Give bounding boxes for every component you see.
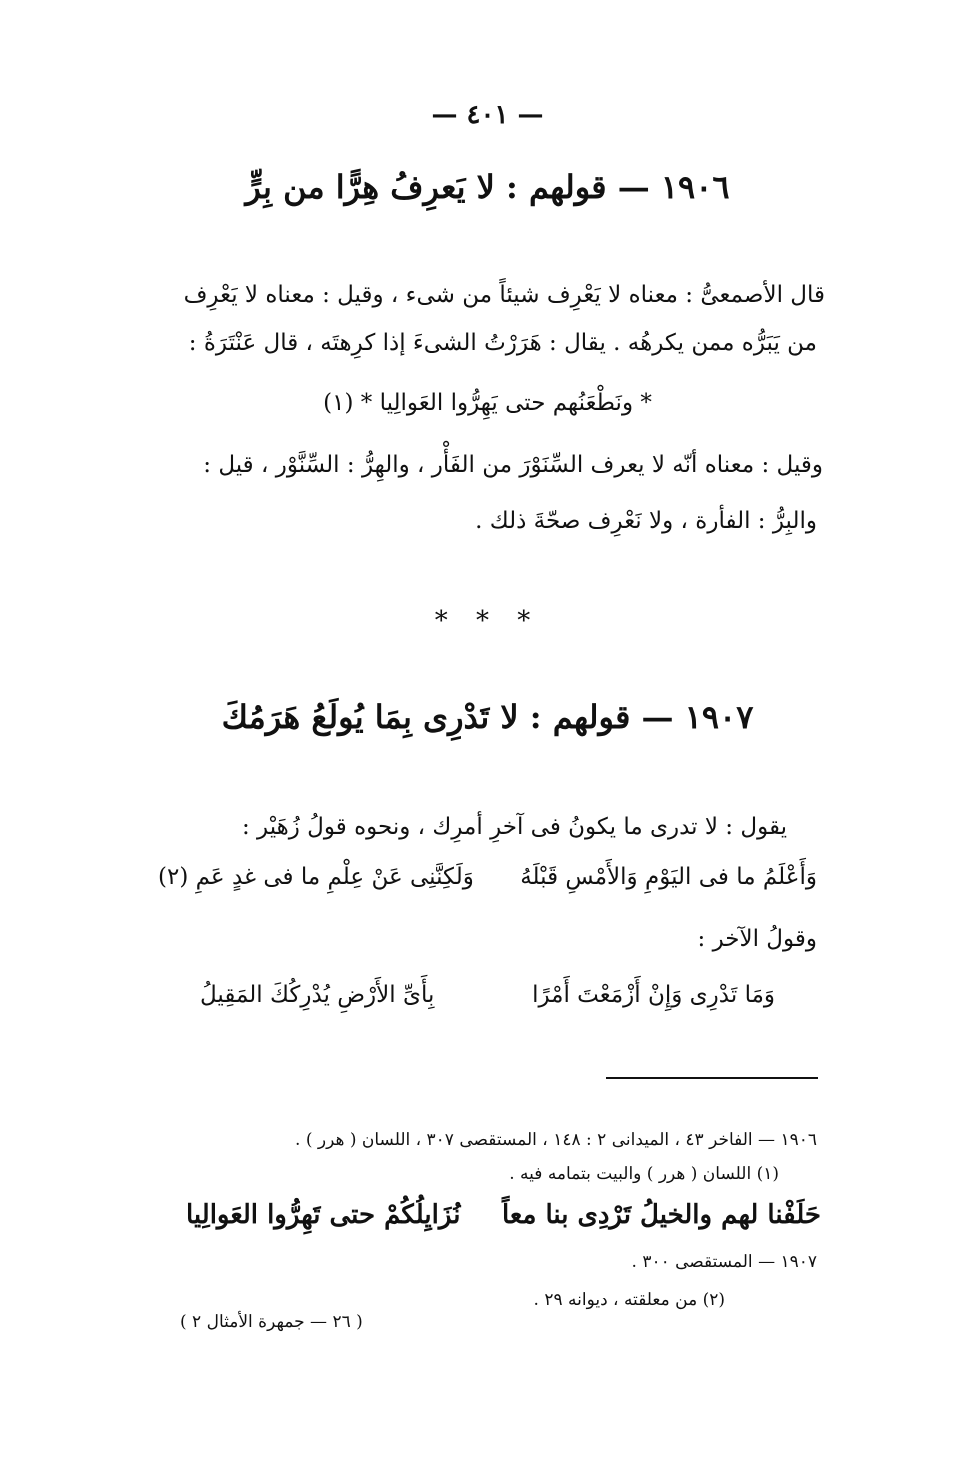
footnote-rule: [606, 1077, 818, 1079]
entry-1907-line-2: وقولُ الآخر :: [697, 926, 817, 952]
footnote-1-verse-second-hemistich: نُزَايِلُكُمْ حتى تَهِرُّوا العَوالِيا: [186, 1200, 461, 1230]
footnote-2: (٢) من معلقته ، ديوانه ٢٩ .: [533, 1290, 725, 1310]
entry-1906-verse: * ونَطْعَنُهم حتى يَهِرُّوا العَوالِيا * (١): [323, 390, 652, 416]
page-signature: ( ٢٦ — جمهرة الأمثال ٢ ): [180, 1312, 363, 1332]
footnote-1907-sources: ١٩٠٧ — المستقصى ٣٠٠ .: [631, 1252, 817, 1272]
footnote-1-verse-first-hemistich: حَلَفْنا لهم والخيلُ تَرْدِى بنا معاً: [502, 1200, 821, 1230]
entry-1907-verse-1-first-hemistich: وَأَعْلَمُ ما فى اليَوْمِ وَالأَمْسِ قَبْلَهُ: [520, 864, 817, 890]
entry-1906-line-2: من يَبَرُّه ممن يكرهُه . يقال : هَرَرْتُ الشىءَ إذا كرِهتَه ، قال عَنْتَرَةُ :: [188, 330, 817, 356]
footnote-1906-sources: ١٩٠٦ — الفاخر ٤٣ ، الميدانى ٢ : ١٤٨ ، المستقصى ٣٠٧ ، اللسان ( هرر ) .: [295, 1130, 817, 1150]
entry-1907-heading: ١٩٠٧ — قولهم : لا تَدْرِى بِمَا يُولَعُ هَرَمُكَ: [221, 698, 754, 736]
entry-1907-verse-2-first-hemistich: وَمَا تَدْرِى وَإِنْ أَزْمَعْتَ أَمْرًا: [532, 982, 775, 1008]
entry-1906-line-4: والبِرُّ : الفأرة ، ولا نَعْرِف صحّةَ ذلك .: [475, 508, 817, 534]
entry-1907-verse-2-second-hemistich: بِأَىِّ الأَرْضِ يُدْرِكُكَ المَقِيلُ: [200, 982, 435, 1008]
entry-1906-line-3: وقيل : معناه أنّه لا يعرف السِّنَوْرَ من الفَأْر ، والهِرُّ : السِّنَّوْر ، قيل :: [203, 452, 823, 478]
entry-1907-verse-1-second-hemistich: وَلَكِنَّنِى عَنْ عِلْمِ ما فى غدٍ عَمِ (٢): [158, 864, 474, 890]
footnote-1: (١) اللسان ( هرر ) والبيت بتمامه فيه .: [509, 1164, 779, 1184]
entry-1906-line-1: قال الأصمعىُّ : معناه لا يَعْرِف شيئاً من شىء ، وقيل : معناه لا يَعْرِف: [183, 282, 825, 308]
entry-1906-heading: ١٩٠٦ — قولهم : لا يَعرِفُ هِرًّا من بِرٍّ: [245, 168, 730, 206]
entry-1907-line-1: يقول : لا تدرى ما يكونُ فى آخرِ أمرِك ، ونحوه قولُ زُهَيْر :: [241, 814, 787, 840]
section-separator: * * *: [434, 606, 541, 636]
page-number: — ٤٠١ —: [431, 100, 544, 130]
